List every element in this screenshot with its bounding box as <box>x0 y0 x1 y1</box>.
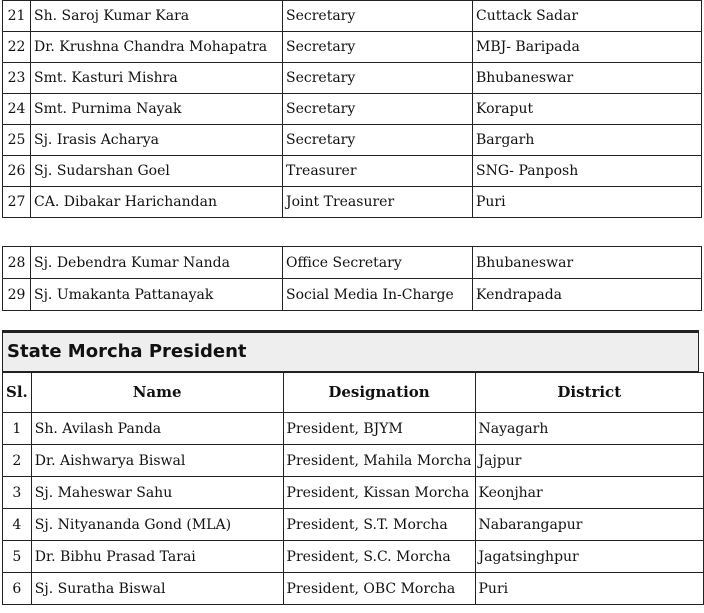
serial-cell: 24 <box>3 94 31 125</box>
office-staff-table <box>2 246 702 311</box>
serial-cell: 27 <box>3 187 31 218</box>
serial-cell: 25 <box>3 125 31 156</box>
designation-cell: Treasurer <box>283 156 473 187</box>
name-cell: Sh. Avilash Panda <box>31 413 283 445</box>
table-row <box>3 573 704 605</box>
name-cell: Sh. Saroj Kumar Kara <box>31 1 283 32</box>
district-cell: Jagatsinghpur <box>475 541 703 573</box>
column-header-sl: Sl. <box>3 373 32 413</box>
table-row <box>3 187 702 218</box>
name-cell: Sj. Irasis Acharya <box>31 125 283 156</box>
column-header-designation: Designation <box>283 373 475 413</box>
office-bearers-table <box>2 0 702 218</box>
designation-cell: President, Mahila Morcha <box>283 445 475 477</box>
designation-cell: Joint Treasurer <box>283 187 473 218</box>
section-heading: State Morcha President <box>2 330 699 372</box>
designation-cell: President, BJYM <box>283 413 475 445</box>
district-cell: Bhubaneswar <box>473 247 702 279</box>
designation-cell: President, Kissan Morcha <box>283 477 475 509</box>
table-row <box>3 32 702 63</box>
serial-cell: 2 <box>3 445 32 477</box>
name-cell: CA. Dibakar Harichandan <box>31 187 283 218</box>
serial-cell: 5 <box>3 541 32 573</box>
serial-cell: 28 <box>3 247 31 279</box>
district-cell: Puri <box>473 187 702 218</box>
table-row <box>3 413 704 445</box>
header-row <box>3 373 704 413</box>
name-cell: Sj. Sudarshan Goel <box>31 156 283 187</box>
designation-cell: Secretary <box>283 32 473 63</box>
district-cell: MBJ- Baripada <box>473 32 702 63</box>
name-cell: Smt. Kasturi Mishra <box>31 63 283 94</box>
district-cell: SNG- Panposh <box>473 156 702 187</box>
designation-cell: Secretary <box>283 1 473 32</box>
morcha-president-table <box>2 372 704 605</box>
name-cell: Sj. Suratha Biswal <box>31 573 283 605</box>
designation-cell: Secretary <box>283 63 473 94</box>
designation-cell: Secretary <box>283 94 473 125</box>
table-row <box>3 541 704 573</box>
serial-cell: 26 <box>3 156 31 187</box>
district-cell: Koraput <box>473 94 702 125</box>
designation-cell: Secretary <box>283 125 473 156</box>
designation-cell: Office Secretary <box>283 247 473 279</box>
designation-cell: President, S.T. Morcha <box>283 509 475 541</box>
district-cell: Keonjhar <box>475 477 703 509</box>
district-cell: Jajpur <box>475 445 703 477</box>
district-cell: Nayagarh <box>475 413 703 445</box>
column-header-district: District <box>475 373 703 413</box>
name-cell: Sj. Debendra Kumar Nanda <box>31 247 283 279</box>
table-row <box>3 94 702 125</box>
name-cell: Sj. Nityananda Gond (MLA) <box>31 509 283 541</box>
table-row <box>3 63 702 94</box>
serial-cell: 23 <box>3 63 31 94</box>
district-cell: Kendrapada <box>473 279 702 311</box>
table-row <box>3 509 704 541</box>
table-row <box>3 477 704 509</box>
table-row <box>3 125 702 156</box>
serial-cell: 1 <box>3 413 32 445</box>
name-cell: Sj. Umakanta Pattanayak <box>31 279 283 311</box>
column-header-name: Name <box>31 373 283 413</box>
district-cell: Bargarh <box>473 125 702 156</box>
name-cell: Dr. Krushna Chandra Mohapatra <box>31 32 283 63</box>
name-cell: Dr. Aishwarya Biswal <box>31 445 283 477</box>
serial-cell: 6 <box>3 573 32 605</box>
table-row <box>3 247 702 279</box>
district-cell: Cuttack Sadar <box>473 1 702 32</box>
serial-cell: 21 <box>3 1 31 32</box>
serial-cell: 4 <box>3 509 32 541</box>
district-cell: Puri <box>475 573 703 605</box>
name-cell: Dr. Bibhu Prasad Tarai <box>31 541 283 573</box>
table-row <box>3 279 702 311</box>
name-cell: Sj. Maheswar Sahu <box>31 477 283 509</box>
table-row <box>3 1 702 32</box>
name-cell: Smt. Purnima Nayak <box>31 94 283 125</box>
table-row <box>3 156 702 187</box>
designation-cell: Social Media In-Charge <box>283 279 473 311</box>
serial-cell: 3 <box>3 477 32 509</box>
district-cell: Bhubaneswar <box>473 63 702 94</box>
designation-cell: President, OBC Morcha <box>283 573 475 605</box>
serial-cell: 29 <box>3 279 31 311</box>
serial-cell: 22 <box>3 32 31 63</box>
designation-cell: President, S.C. Morcha <box>283 541 475 573</box>
district-cell: Nabarangapur <box>475 509 703 541</box>
table-row <box>3 445 704 477</box>
